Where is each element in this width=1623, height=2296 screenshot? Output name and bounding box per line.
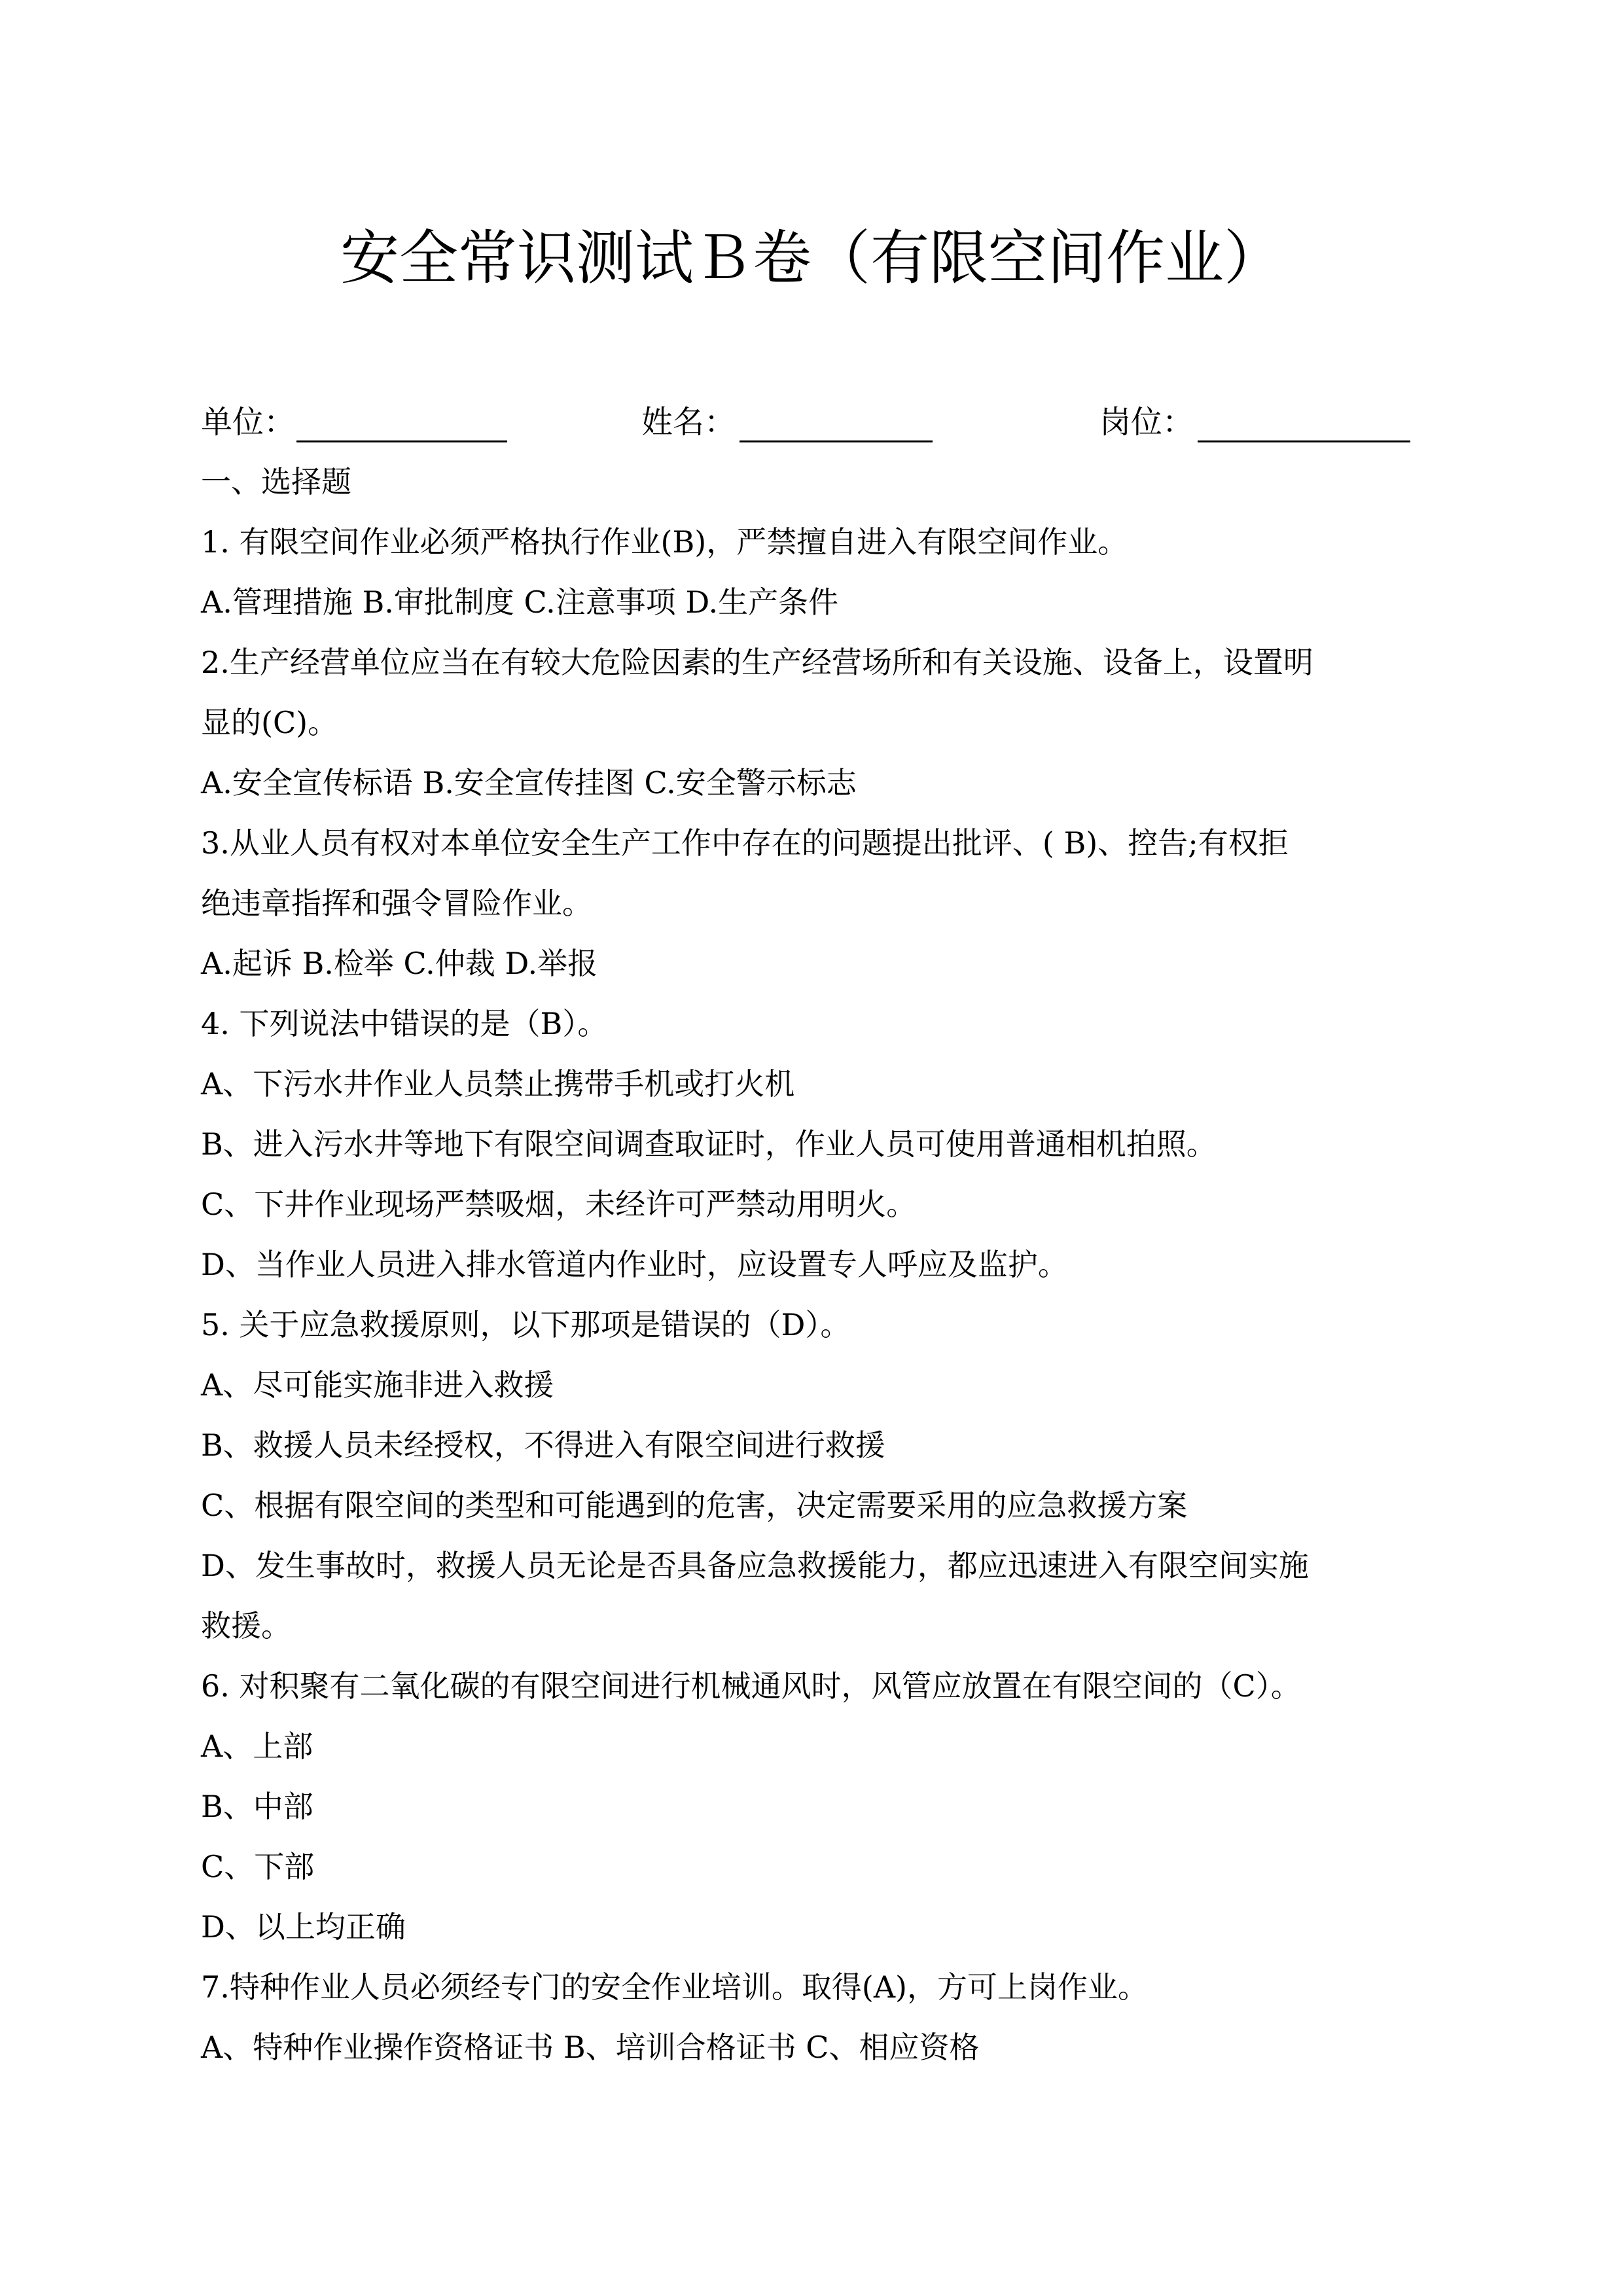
question-5-option-d-cont: 救援。 [201, 1608, 291, 1643]
question-6-option-c: C、下部 [201, 1849, 315, 1884]
question-3-options: A.起诉 B.检举 C.仲裁 D.举报 [201, 946, 598, 981]
question-4-option-a: A、下污水井作业人员禁止携带手机或打火机 [201, 1066, 795, 1102]
question-4-option-b: B、进入污水井等地下有限空间调查取证时，作业人员可使用普通相机拍照。 [201, 1126, 1217, 1162]
question-6-option-a: A、上部 [201, 1729, 313, 1764]
question-3-text: 3.从业人员有权对本单位安全生产工作中存在的问题提出批评、( B)、控告;有权拒 [201, 825, 1289, 861]
question-5-option-b: B、救援人员未经授权，不得进入有限空间进行救援 [201, 1427, 885, 1463]
unit-label: 单位： [201, 404, 296, 440]
question-list [201, 452, 1425, 2077]
question-7-text: 7.特种作业人员必须经专门的安全作业培训。取得(A)，方可上岗作业。 [201, 1969, 1149, 2005]
question-3-text-cont: 绝违章指挥和强令冒险作业。 [201, 886, 592, 921]
question-6-option-d: D、以上均正确 [201, 1909, 406, 1945]
page-title: 安全常识测试Ｂ卷（有限空间作业） [340, 224, 1283, 293]
question-1-options: A.管理措施 B.审批制度 C.注意事项 D.生产条件 [201, 584, 839, 620]
question-4-text: 4. 下列说法中错误的是（B）。 [201, 1006, 608, 1041]
question-5-text: 5. 关于应急救援原则，以下那项是错误的（D）。 [201, 1307, 851, 1342]
question-2-text: 2.生产经营单位应当在有较大危险因素的生产经营场所和有关设施、设备上，设置明 [201, 645, 1313, 680]
question-4-option-d: D、当作业人员进入排水管道内作业时，应设置专人呼应及监护。 [201, 1247, 1068, 1282]
question-5-option-d: D、发生事故时，救援人员无论是否具备应急救援能力，都应迅速进入有限空间实施 [201, 1548, 1309, 1583]
unit-blank-line [296, 440, 507, 442]
question-5-option-c: C、根据有限空间的类型和可能遇到的危害，决定需要采用的应急救援方案 [201, 1488, 1188, 1523]
position-blank-line [1198, 440, 1410, 442]
question-6-text: 6. 对积聚有二氧化碳的有限空间进行机械通风时，风管应放置在有限空间的（C）。 [201, 1668, 1301, 1704]
header-fields [0, 396, 1623, 448]
question-5-option-a: A、尽可能实施非进入救援 [201, 1367, 554, 1403]
name-label: 姓名： [641, 404, 736, 440]
position-label: 岗位： [1099, 404, 1194, 440]
question-1-text: 1. 有限空间作业必须严格执行作业(B)，严禁擅自进入有限空间作业。 [201, 524, 1128, 560]
question-4-option-c: C、下井作业现场严禁吸烟，未经许可严禁动用明火。 [201, 1187, 917, 1222]
name-blank-line [740, 440, 933, 442]
section-heading: 一、选择题 [201, 464, 351, 499]
question-7-options: A、特种作业操作资格证书 B、培训合格证书 C、相应资格 [201, 2030, 980, 2065]
question-2-text-cont: 显的(C)。 [201, 705, 338, 740]
question-6-option-b: B、中部 [201, 1789, 313, 1824]
question-2-options: A.安全宣传标语 B.安全宣传挂图 C.安全警示标志 [201, 765, 857, 800]
